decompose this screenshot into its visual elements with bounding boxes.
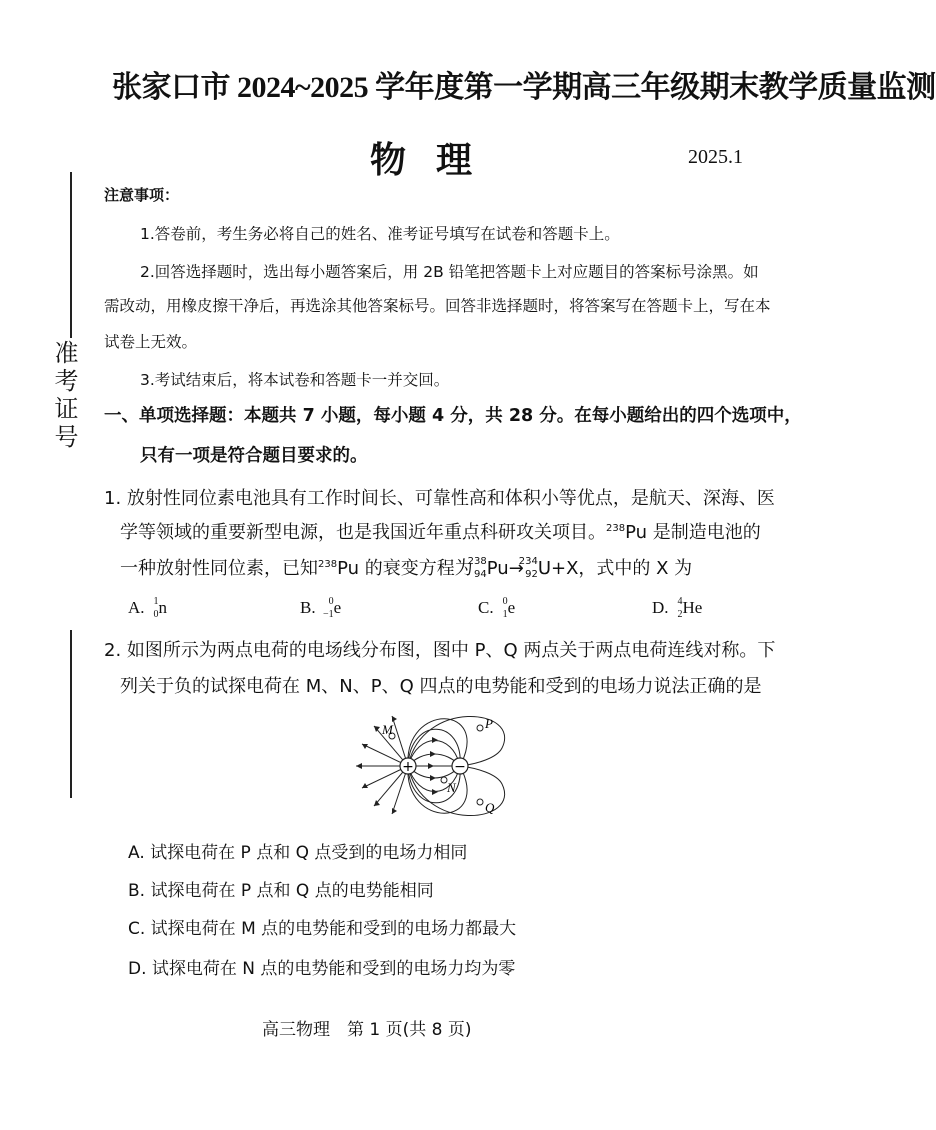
- q1-line-1: 1. 放射性同位素电池具有工作时间长、可靠性高和体积小等优点，是航天、深海、医: [104, 488, 775, 509]
- note-item-3: 3.考试结束后，将本试卷和答题卡一并交回。: [140, 371, 450, 389]
- exam-title: 张家口市 2024~2025 学年度第一学期高三年级期末教学质量监测: [112, 71, 936, 104]
- q2-option-d: D. 试探电荷在 N 点的电势能和受到的电场力均为零: [128, 959, 516, 979]
- q2-option-c: C. 试探电荷在 M 点的电势能和受到的电场力都最大: [128, 919, 517, 939]
- q2-line-2: 列关于负的试探电荷在 M、N、P、Q 四点的电势能和受到的电场力说法正确的是: [120, 676, 762, 697]
- q1-line-2-prefix: 学等领域的重要新型电源，也是我国近年重点科研攻关项目。: [120, 522, 606, 543]
- label-q: Q: [485, 800, 495, 815]
- q1-line-2-suffix: Pu 是制造电池的: [625, 522, 761, 543]
- q1-line-3-mass: 238: [318, 559, 338, 570]
- page-footer: 高三物理 第 1 页(共 8 页): [262, 1020, 472, 1040]
- q1-option-a: A. 1 0 n: [128, 596, 168, 621]
- label-m: M: [382, 722, 393, 737]
- q1-option-b: B. 0 −1 e: [300, 596, 342, 621]
- positive-sign: +: [402, 759, 414, 775]
- pu-nuclide: 238 94: [467, 556, 487, 580]
- subject-title: 物理: [370, 140, 503, 180]
- note-item-2-line-1: 2.回答选择题时，选出每小题答案后，用 2B 铅笔把答题卡上对应题目的答案标号涂黑。如: [140, 263, 759, 281]
- q1-line-3-a: 一种放射性同位素，已知: [120, 558, 318, 579]
- q1-option-d: D. 4 2 He: [652, 596, 703, 621]
- notes-heading: 注意事项：: [104, 186, 180, 204]
- note-item-2-line-3: 试卷上无效。: [104, 333, 198, 351]
- q2-option-a: A. 试探电荷在 P 点和 Q 点受到的电场力相同: [128, 843, 468, 863]
- q1-line-3-b: Pu 的衰变方程为: [337, 558, 473, 579]
- binding-line-bottom: [70, 630, 72, 798]
- q1-line-3: [120, 554, 692, 580]
- section1-heading-line-1: 一、单项选择题：本题共 7 小题，每小题 4 分，共 28 分。在每小题给出的四个选项中，: [104, 406, 802, 426]
- candidate-number-label: 准考证号: [50, 340, 78, 452]
- q1-line-3-c: +X，式中的 X 为: [551, 558, 693, 579]
- u-symbol: U: [537, 558, 551, 579]
- q2-option-b: B. 试探电荷在 P 点和 Q 点的电势能相同: [128, 881, 434, 901]
- negative-sign: −: [454, 759, 466, 775]
- exam-date: 2025.1: [688, 146, 743, 168]
- q2-line-1: 2. 如图所示为两点电荷的电场线分布图，图中 P、Q 两点关于两点电荷连线对称。下: [104, 640, 776, 661]
- section1-heading-line-2: 只有一项是符合题目要求的。: [140, 446, 368, 466]
- decay-arrow: →: [508, 558, 524, 579]
- label-p: P: [485, 716, 493, 731]
- q1-line-2-mass: 238: [606, 523, 626, 534]
- pu-symbol: Pu: [486, 558, 509, 579]
- q1-line-2: [120, 518, 761, 544]
- note-item-1: 1.答卷前，考生务必将自己的姓名、准考证号填写在试卷和答题卡上。: [140, 225, 620, 243]
- label-n: N: [447, 780, 456, 795]
- electric-field-figure: [352, 708, 522, 816]
- binding-line-top: [70, 172, 72, 338]
- note-item-2-line-2: 需改动，用橡皮擦干净后，再选涂其他答案标号。回答非选择题时，将答案写在答题卡上，写在本: [104, 297, 771, 315]
- u-nuclide: 234 92: [518, 556, 538, 580]
- q1-option-c: C. 0 1 e: [478, 596, 516, 621]
